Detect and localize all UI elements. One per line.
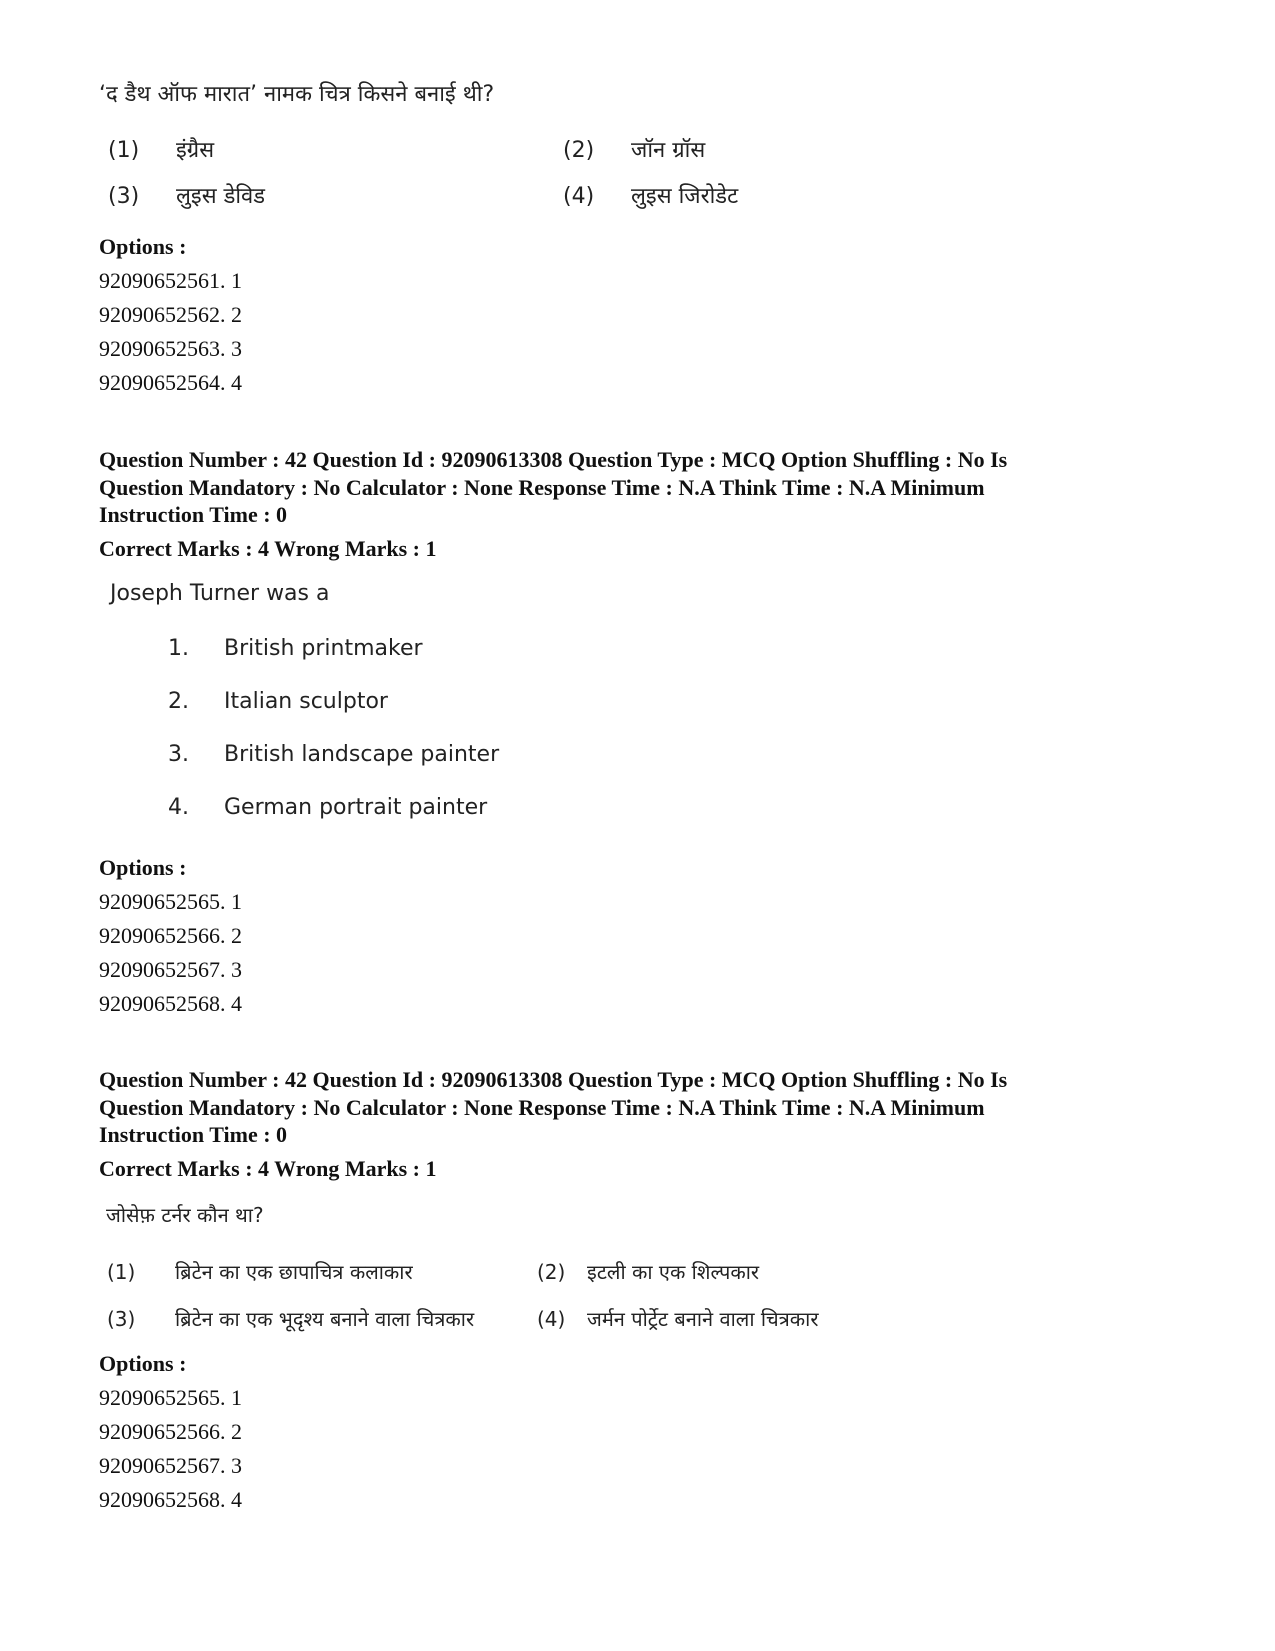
q42-hi-meta-line-1: Question Number : 42 Question Id : 92090613308 Question Type : MCQ Option Shuffling : No Is — [99, 1067, 1008, 1092]
q42-en-option-id-3: 92090652567. 3 — [99, 957, 242, 982]
q42-hi-marks: Correct Marks : 4 Wrong Marks : 1 — [99, 1156, 437, 1181]
q41-option-1: (1) इंग्रैस — [108, 138, 215, 163]
q42-en-option-id-2: 92090652566. 2 — [99, 923, 242, 948]
q42-en-option-2: 2. Italian sculptor — [168, 689, 388, 714]
q41-option-id-2: 92090652562. 2 — [99, 302, 242, 327]
q41-option-2: (2) जॉन ग्रॉस — [563, 138, 706, 163]
q42-hi-option-id-3: 92090652567. 3 — [99, 1453, 242, 1478]
q42-hi-option-id-1: 92090652565. 1 — [99, 1385, 242, 1410]
q42-en-meta-line-3: Instruction Time : 0 — [99, 502, 288, 527]
q42-en-meta-line-2: Question Mandatory : No Calculator : None Response Time : N.A Think Time : N.A Minimum — [99, 475, 985, 500]
q42-en-option-4: 4. German portrait painter — [168, 795, 488, 820]
q42-en-marks: Correct Marks : 4 Wrong Marks : 1 — [99, 536, 437, 561]
q42-en-option-1: 1. British printmaker — [168, 636, 423, 661]
q42-en-option-id-1: 92090652565. 1 — [99, 889, 242, 914]
q41-option-id-4: 92090652564. 4 — [99, 370, 242, 395]
q42-en-option-3: 3. British landscape painter — [168, 742, 500, 767]
q41-option-3: (3) लुइस डेविड — [108, 184, 266, 209]
q42-hi-question-text: जोसेफ़ टर्नर कौन था? — [106, 1203, 264, 1227]
q41-option-4: (4) लुइस जिरोडेट — [563, 184, 739, 209]
q42-en-meta-line-1: Question Number : 42 Question Id : 92090613308 Question Type : MCQ Option Shuffling : No Is — [99, 447, 1008, 472]
q42-hi-option-id-2: 92090652566. 2 — [99, 1419, 242, 1444]
q42-en-option-id-4: 92090652568. 4 — [99, 991, 242, 1016]
q42-hi-meta-line-2: Question Mandatory : No Calculator : None Response Time : N.A Think Time : N.A Minimum — [99, 1095, 985, 1120]
q41-options-label: Options : — [99, 234, 187, 259]
q42-hi-option-3: (3) ब्रिटेन का एक भूदृश्य बनाने वाला चित्रकार — [107, 1307, 475, 1331]
q42-en-options-label: Options : — [99, 855, 187, 880]
q41-question-text: ‘द डैथ ऑफ मारात’ नामक चित्र किसने बनाई थी? — [99, 82, 495, 107]
q42-hi-option-id-4: 92090652568. 4 — [99, 1487, 242, 1512]
q42-hi-meta-line-3: Instruction Time : 0 — [99, 1122, 288, 1147]
q42-en-question-text: Joseph Turner was a — [110, 581, 330, 606]
q41-option-id-3: 92090652563. 3 — [99, 336, 242, 361]
q41-option-id-1: 92090652561. 1 — [99, 268, 242, 293]
q42-hi-option-4: (4) जर्मन पोर्ट्रेट बनाने वाला चित्रकार — [537, 1307, 819, 1331]
q42-hi-option-1: (1) ब्रिटेन का एक छापाचित्र कलाकार — [107, 1260, 413, 1284]
q42-hi-option-2: (2) इटली का एक शिल्पकार — [537, 1260, 760, 1284]
q42-hi-options-label: Options : — [99, 1351, 187, 1376]
